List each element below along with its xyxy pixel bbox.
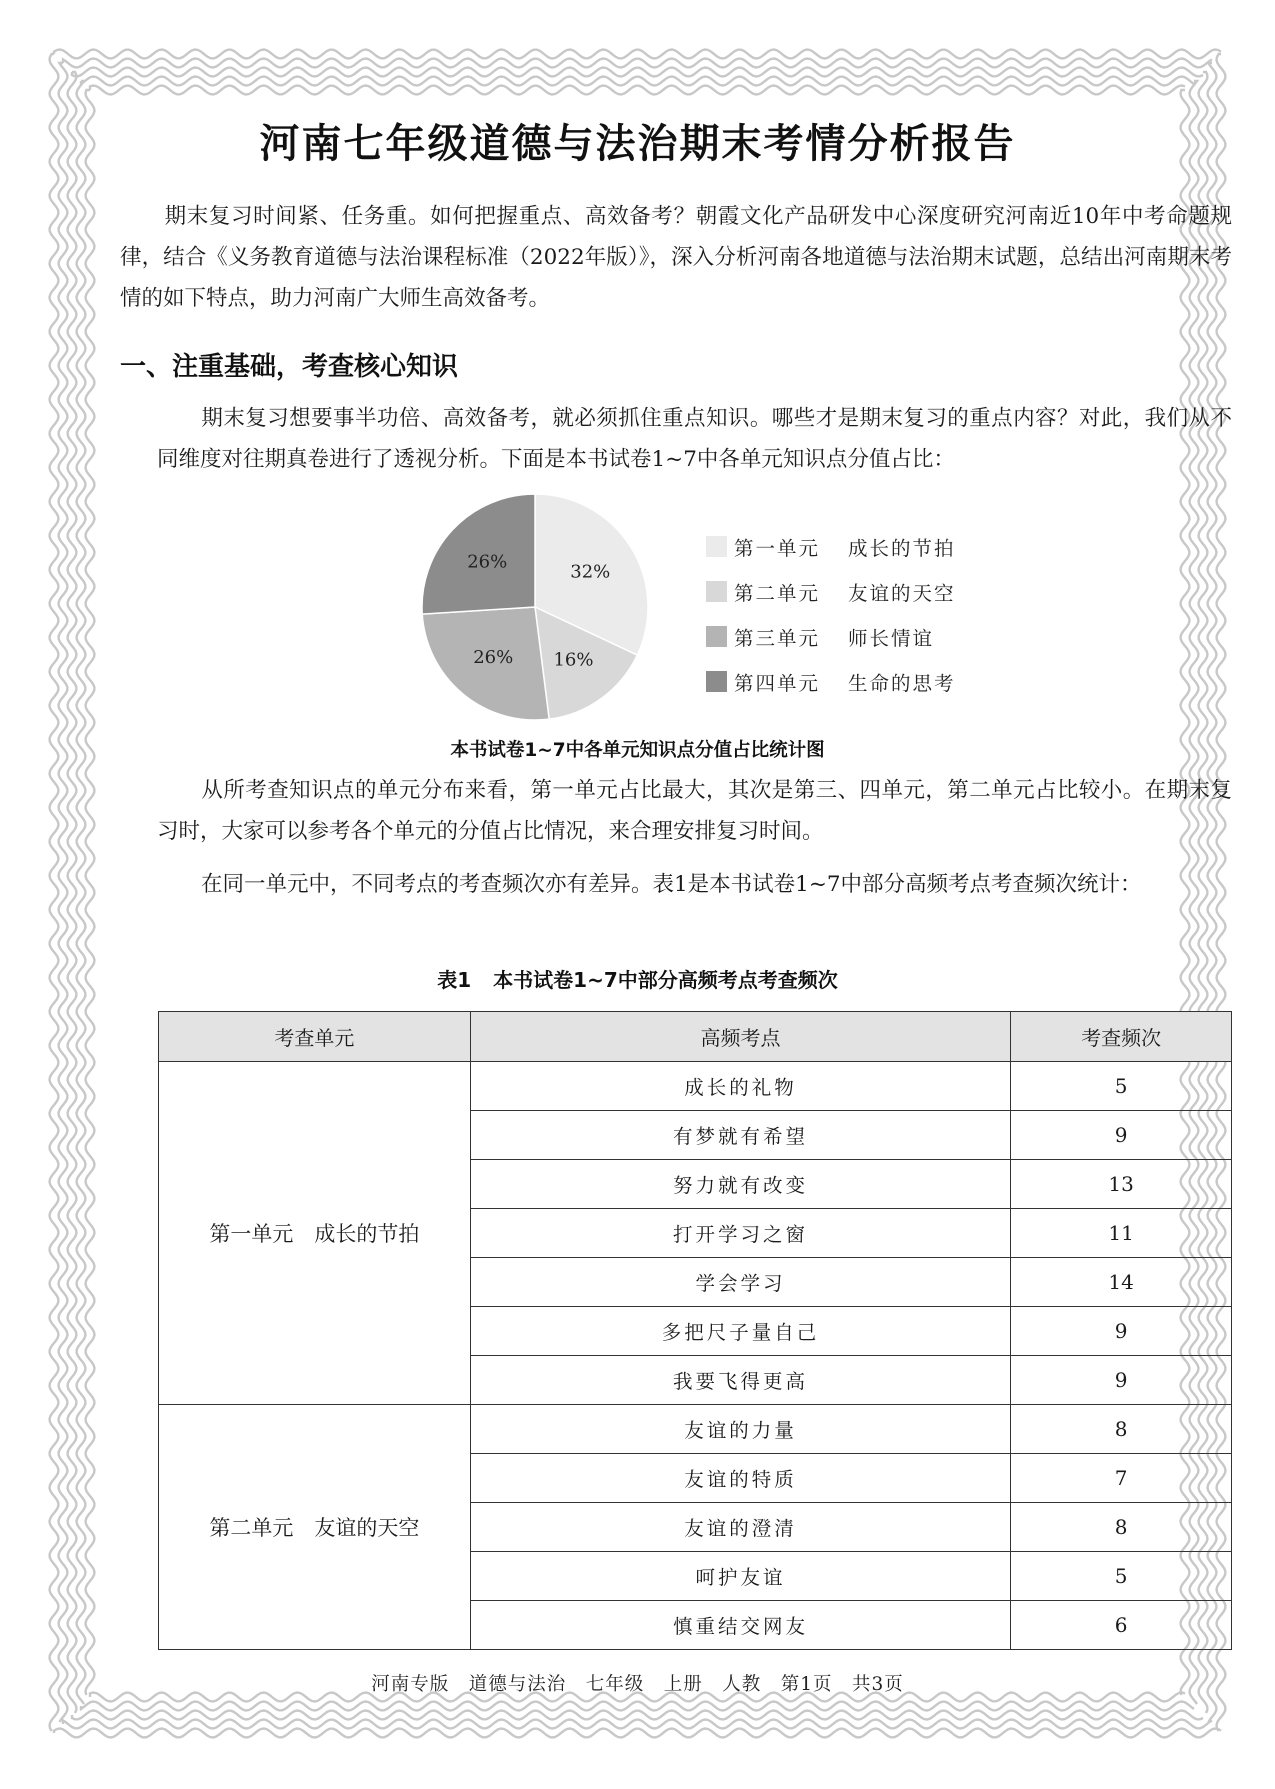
count-cell: 5	[1011, 1552, 1232, 1601]
column-header-topic: 高频考点	[470, 1012, 1010, 1062]
border-wave-line	[54, 1729, 1221, 1738]
topic-cell: 友谊的力量	[470, 1405, 1010, 1454]
column-header-unit: 考查单元	[159, 1012, 471, 1062]
border-wave-line	[63, 59, 1212, 68]
border-wave-line	[77, 81, 86, 1704]
pie-data-label: 26%	[467, 551, 508, 573]
legend-swatch	[706, 671, 727, 692]
chart-caption: 本书试卷1~7中各单元知识点分值占比统计图	[450, 740, 825, 761]
topic-cell: 打开学习之窗	[470, 1209, 1010, 1258]
topic-cell: 努力就有改变	[470, 1160, 1010, 1209]
border-wave-line	[68, 72, 77, 1713]
chart-legend	[706, 524, 956, 704]
unit-cell: 第一单元 成长的节拍	[159, 1062, 471, 1405]
border-wave-line	[86, 90, 95, 1695]
border-wave-line	[81, 77, 1194, 86]
topic-cell: 呵护友谊	[470, 1552, 1010, 1601]
section-1-paragraph-3	[120, 864, 1232, 905]
legend-unit: 第三单元	[734, 626, 821, 650]
legend-unit-name: 师长情谊	[848, 626, 935, 650]
border-wave-line	[54, 50, 1221, 59]
border-wave-line	[90, 86, 1185, 95]
section-1-heading: 一、注重基础，考查核心知识	[120, 352, 459, 382]
intro-paragraph	[120, 196, 1232, 319]
table-caption	[0, 964, 1275, 993]
legend-unit-name: 生命的思考	[848, 671, 956, 695]
unit-cell: 第二单元 友谊的天空	[159, 1405, 471, 1650]
table-row	[159, 1405, 1232, 1454]
pie-data-label: 32%	[570, 561, 611, 583]
section-1-paragraph-1-text: 期末复习想要事半功倍、高效备考，就必须抓住重点知识。哪些才是期末复习的重点内容？对此，我们从不同维度对往期真卷进行了透视分析。下面是本书试卷1~7中各单元知识点分值占比：	[157, 406, 1232, 472]
legend-unit: 第一单元	[734, 536, 821, 560]
table-header-row	[159, 1012, 1232, 1062]
table-row	[159, 1062, 1232, 1111]
count-cell: 8	[1011, 1405, 1232, 1454]
pie-data-label: 16%	[553, 649, 594, 671]
section-1-paragraph-2-text: 从所考查知识点的单元分布来看，第一单元占比最大，其次是第三、四单元，第二单元占比较小。在期末复习时，大家可以参考各个单元的分值占比情况，来合理安排复习时间。	[157, 778, 1232, 844]
border-wave-line	[72, 68, 1203, 77]
section-1-paragraph-1	[157, 398, 1232, 480]
topic-cell: 成长的礼物	[470, 1062, 1010, 1111]
count-cell: 11	[1011, 1209, 1232, 1258]
count-cell: 7	[1011, 1454, 1232, 1503]
table-caption-text: 本书试卷1~7中部分高频考点考查频次	[493, 968, 838, 992]
legend-unit: 第四单元	[734, 671, 821, 695]
legend-swatch	[706, 536, 727, 557]
topic-cell: 友谊的特质	[470, 1454, 1010, 1503]
legend-unit-name: 友谊的天空	[848, 581, 956, 605]
frequency-table	[158, 1011, 1232, 1650]
border-wave-line	[72, 1711, 1203, 1720]
topic-cell: 学会学习	[470, 1258, 1010, 1307]
section-1-paragraph-2	[157, 770, 1232, 852]
topic-cell: 有梦就有希望	[470, 1111, 1010, 1160]
count-cell: 8	[1011, 1503, 1232, 1552]
legend-item	[706, 569, 956, 614]
legend-swatch	[706, 626, 727, 647]
page-footer: 河南专版 道德与法治 七年级 上册 人教 第1页 共3页	[371, 1674, 904, 1695]
topic-cell: 友谊的澄清	[470, 1503, 1010, 1552]
legend-item	[706, 659, 956, 704]
pie-data-label: 26%	[473, 647, 514, 668]
pie-chart	[420, 492, 650, 722]
border-wave-line	[59, 63, 68, 1722]
intro-text: 期末复习时间紧、任务重。如何把握重点、高效备考？朝霞文化产品研发中心深度研究河南近10年中考命题规律，结合《义务教育道德与法治课程标准（2022年版）》，深入分析河南各地道德与法治期末试题，总结出河南期末考情的如下特点，助力河南广大师生高效备考。	[120, 204, 1232, 311]
count-cell: 6	[1011, 1601, 1232, 1650]
count-cell: 9	[1011, 1307, 1232, 1356]
table-caption-label: 表1	[437, 968, 472, 992]
topic-cell: 我要飞得更高	[470, 1356, 1010, 1405]
section-1-paragraph-3-text: 在同一单元中，不同考点的考查频次亦有差异。表1是本书试卷1~7中部分高频考点考查频次统计：	[201, 872, 1142, 897]
legend-unit-name: 成长的节拍	[848, 536, 956, 560]
legend-item	[706, 614, 956, 659]
count-cell: 14	[1011, 1258, 1232, 1307]
count-cell: 5	[1011, 1062, 1232, 1111]
topic-cell: 多把尺子量自己	[470, 1307, 1010, 1356]
column-header-count: 考查频次	[1011, 1012, 1232, 1062]
count-cell: 9	[1011, 1356, 1232, 1405]
border-wave-line	[63, 1720, 1212, 1729]
page-title: 河南七年级道德与法治期末考情分析报告	[259, 121, 1016, 167]
border-wave-line	[81, 1702, 1194, 1711]
legend-swatch	[706, 581, 727, 602]
legend-unit: 第二单元	[734, 581, 821, 605]
border-wave-line	[50, 54, 59, 1731]
count-cell: 13	[1011, 1160, 1232, 1209]
topic-cell: 慎重结交网友	[470, 1601, 1010, 1650]
count-cell: 9	[1011, 1111, 1232, 1160]
legend-item	[706, 524, 956, 569]
